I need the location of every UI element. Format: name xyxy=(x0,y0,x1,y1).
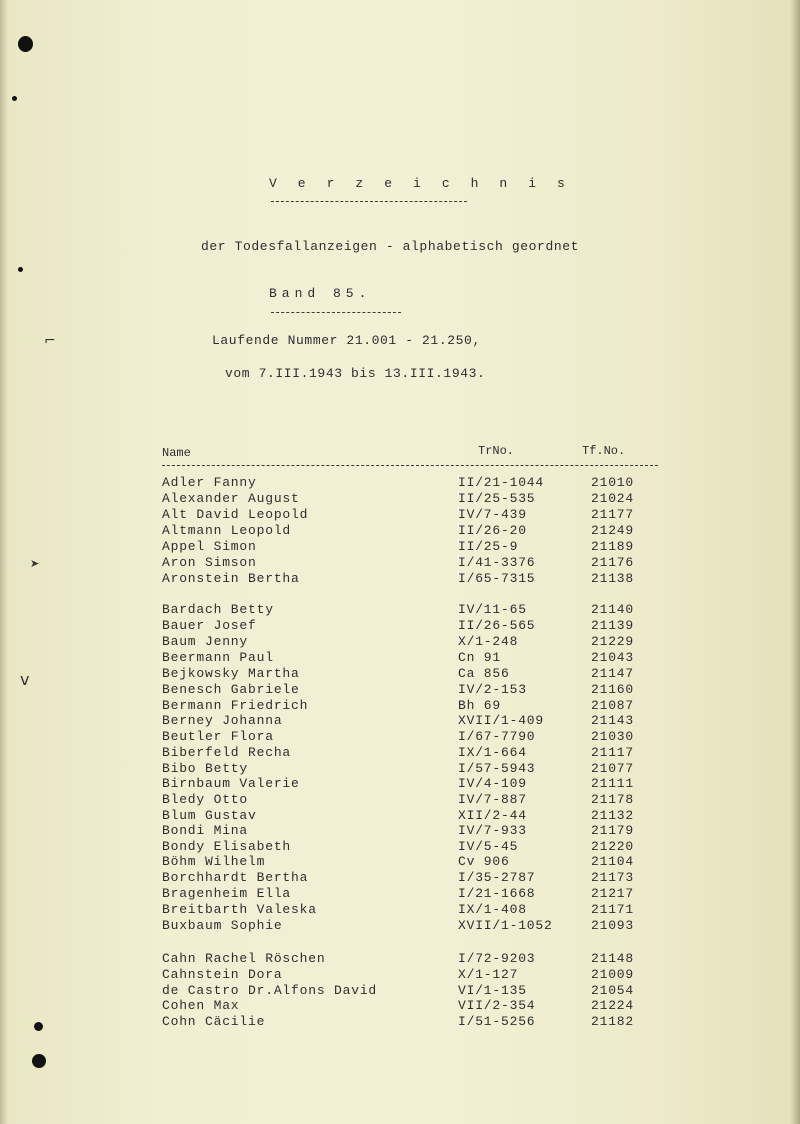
cell-tfno: 21140 xyxy=(591,602,635,617)
cell-trno: I/51-5256 xyxy=(458,1014,536,1029)
cell-name: Böhm Wilhelm xyxy=(162,854,266,869)
cell-trno: IX/1-664 xyxy=(458,745,527,760)
cell-trno: Bh 69 xyxy=(458,698,502,713)
table-row xyxy=(162,792,662,808)
cell-tfno: 21139 xyxy=(591,618,635,633)
cell-name: Benesch Gabriele xyxy=(162,682,300,697)
cell-name: Cohen Max xyxy=(162,998,240,1013)
cell-name: Bondy Elisabeth xyxy=(162,839,292,854)
table-row xyxy=(162,507,662,523)
cell-name: Bauer Josef xyxy=(162,618,257,633)
table-row xyxy=(162,491,662,507)
cell-trno: Ca 856 xyxy=(458,666,510,681)
cell-tfno: 21043 xyxy=(591,650,635,665)
cell-tfno: 21054 xyxy=(591,983,635,998)
cell-name: Aron Simson xyxy=(162,555,257,570)
cell-name: Bardach Betty xyxy=(162,602,274,617)
speck xyxy=(18,267,23,272)
cell-tfno: 21143 xyxy=(591,713,635,728)
cell-name: Berney Johanna xyxy=(162,713,283,728)
cell-tfno: 21117 xyxy=(591,745,635,760)
cell-trno: IV/11-65 xyxy=(458,602,527,617)
table-row xyxy=(162,555,662,571)
cell-tfno: 21182 xyxy=(591,1014,635,1029)
cell-trno: I/57-5943 xyxy=(458,761,536,776)
cell-trno: I/67-7790 xyxy=(458,729,536,744)
cell-name: Alexander August xyxy=(162,491,300,506)
cell-trno: XVII/1-1052 xyxy=(458,918,553,933)
cell-trno: X/1-127 xyxy=(458,967,519,982)
cell-trno: X/1-248 xyxy=(458,634,519,649)
cell-name: Borchhardt Bertha xyxy=(162,870,309,885)
cell-trno: IV/2-153 xyxy=(458,682,527,697)
date-range: vom 7.III.1943 bis 13.III.1943. xyxy=(225,366,486,381)
cell-trno: I/35-2787 xyxy=(458,870,536,885)
margin-mark: v xyxy=(20,670,30,689)
table-row xyxy=(162,1014,662,1030)
band-label: Band 85. xyxy=(269,286,372,301)
cell-tfno: 21171 xyxy=(591,902,635,917)
table-row xyxy=(162,523,662,539)
cell-name: Baum Jenny xyxy=(162,634,249,649)
cell-tfno: 21178 xyxy=(591,792,635,807)
cell-name: Bondi Mina xyxy=(162,823,249,838)
document-subtitle: der Todesfallanzeigen - alphabetisch geordnet xyxy=(201,239,580,254)
cell-tfno: 21176 xyxy=(591,555,635,570)
cell-tfno: 21148 xyxy=(591,951,635,966)
table-row xyxy=(162,839,662,855)
cell-name: Alt David Leopold xyxy=(162,507,309,522)
cell-name: Cahn Rachel Röschen xyxy=(162,951,326,966)
header-divider xyxy=(162,465,658,466)
cell-trno: I/65-7315 xyxy=(458,571,536,586)
table-row xyxy=(162,998,662,1014)
table-row xyxy=(162,650,662,666)
cell-trno: IV/5-45 xyxy=(458,839,519,854)
cell-tfno: 21132 xyxy=(591,808,635,823)
cell-name: Buxbaum Sophie xyxy=(162,918,283,933)
cell-name: Bermann Friedrich xyxy=(162,698,309,713)
cell-trno: IV/4-109 xyxy=(458,776,527,791)
speck xyxy=(12,96,17,101)
cell-trno: I/72-9203 xyxy=(458,951,536,966)
cell-trno: IV/7-933 xyxy=(458,823,527,838)
cell-name: Beutler Flora xyxy=(162,729,274,744)
cell-trno: II/21-1044 xyxy=(458,475,545,490)
cell-name: Bejkowsky Martha xyxy=(162,666,300,681)
table-row xyxy=(162,634,662,650)
cell-name: Cahnstein Dora xyxy=(162,967,283,982)
cell-tfno: 21229 xyxy=(591,634,635,649)
cell-trno: IV/7-439 xyxy=(458,507,527,522)
table-row xyxy=(162,729,662,745)
cell-name: Bledy Otto xyxy=(162,792,249,807)
table-row xyxy=(162,618,662,634)
cell-tfno: 21217 xyxy=(591,886,635,901)
table-row xyxy=(162,886,662,902)
cell-trno: II/26-20 xyxy=(458,523,527,538)
margin-mark: ➤ xyxy=(30,557,40,570)
cell-tfno: 21010 xyxy=(591,475,635,490)
table-row xyxy=(162,682,662,698)
cell-tfno: 21220 xyxy=(591,839,635,854)
cell-trno: Cv 906 xyxy=(458,854,510,869)
column-header-tfno: Tf.No. xyxy=(582,444,626,458)
table-row xyxy=(162,951,662,967)
cell-tfno: 21104 xyxy=(591,854,635,869)
band-underline xyxy=(271,312,401,313)
document-title: V e r z e i c h n i s xyxy=(269,176,572,191)
table-row xyxy=(162,539,662,555)
title-underline xyxy=(271,201,467,202)
table-row xyxy=(162,967,662,983)
table-row xyxy=(162,698,662,714)
table-row xyxy=(162,902,662,918)
cell-trno: II/25-9 xyxy=(458,539,519,554)
cell-tfno: 21030 xyxy=(591,729,635,744)
cell-tfno: 21024 xyxy=(591,491,635,506)
cell-tfno: 21179 xyxy=(591,823,635,838)
cell-trno: XVII/1-409 xyxy=(458,713,545,728)
table-row xyxy=(162,823,662,839)
table-row xyxy=(162,870,662,886)
cell-name: Cohn Cäcilie xyxy=(162,1014,266,1029)
cell-name: Biberfeld Recha xyxy=(162,745,292,760)
cell-name: Breitbarth Valeska xyxy=(162,902,317,917)
margin-mark: ⌐ xyxy=(44,333,56,349)
cell-name: Adler Fanny xyxy=(162,475,257,490)
table-row xyxy=(162,666,662,682)
column-header-trno: TrNo. xyxy=(478,444,515,458)
cell-tfno: 21160 xyxy=(591,682,635,697)
cell-tfno: 21087 xyxy=(591,698,635,713)
cell-trno: IX/1-408 xyxy=(458,902,527,917)
cell-tfno: 21077 xyxy=(591,761,635,776)
table-row xyxy=(162,776,662,792)
table-header xyxy=(162,444,662,464)
cell-tfno: 21111 xyxy=(591,776,635,791)
cell-tfno: 21249 xyxy=(591,523,635,538)
cell-name: Beermann Paul xyxy=(162,650,274,665)
cell-name: Appel Simon xyxy=(162,539,257,554)
cell-name: Bragenheim Ella xyxy=(162,886,292,901)
cell-trno: VI/1-135 xyxy=(458,983,527,998)
punch-hole-top xyxy=(18,36,33,52)
cell-tfno: 21177 xyxy=(591,507,635,522)
cell-tfno: 21093 xyxy=(591,918,635,933)
cell-trno: XII/2-44 xyxy=(458,808,527,823)
table-row xyxy=(162,571,662,587)
cell-tfno: 21173 xyxy=(591,870,635,885)
cell-trno: VII/2-354 xyxy=(458,998,536,1013)
cell-trno: I/21-1668 xyxy=(458,886,536,901)
cell-tfno: 21009 xyxy=(591,967,635,982)
cell-name: Altmann Leopold xyxy=(162,523,292,538)
cell-tfno: 21224 xyxy=(591,998,635,1013)
cell-trno: I/41-3376 xyxy=(458,555,536,570)
cell-trno: II/25-535 xyxy=(458,491,536,506)
cell-name: Birnbaum Valerie xyxy=(162,776,300,791)
cell-name: Bibo Betty xyxy=(162,761,249,776)
table-row xyxy=(162,475,662,491)
number-range: Laufende Nummer 21.001 - 21.250, xyxy=(212,333,481,348)
cell-tfno: 21147 xyxy=(591,666,635,681)
cell-trno: Cn 91 xyxy=(458,650,502,665)
cell-name: Aronstein Bertha xyxy=(162,571,300,586)
cell-trno: II/26-565 xyxy=(458,618,536,633)
cell-tfno: 21138 xyxy=(591,571,635,586)
cell-tfno: 21189 xyxy=(591,539,635,554)
table-row xyxy=(162,745,662,761)
punch-hole-bottom-2 xyxy=(32,1054,46,1068)
table-row xyxy=(162,808,662,824)
table-row xyxy=(162,713,662,729)
cell-name: Blum Gustav xyxy=(162,808,257,823)
punch-hole-bottom xyxy=(34,1022,43,1031)
table-row xyxy=(162,983,662,999)
table-row xyxy=(162,918,662,934)
table-row xyxy=(162,854,662,870)
table-row xyxy=(162,761,662,777)
cell-name: de Castro Dr.Alfons David xyxy=(162,983,378,998)
table-row xyxy=(162,602,662,618)
column-header-name: Name xyxy=(162,446,191,460)
cell-trno: IV/7-887 xyxy=(458,792,527,807)
